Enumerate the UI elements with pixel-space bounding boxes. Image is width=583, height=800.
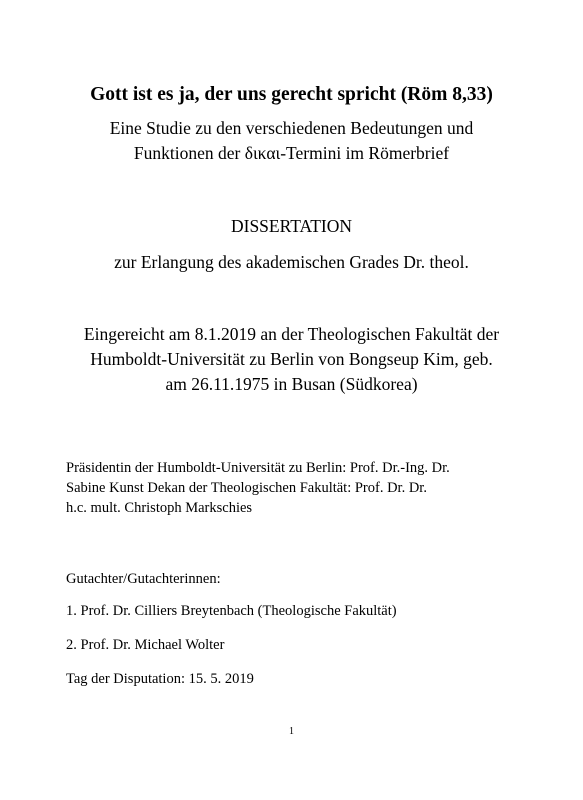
officials-line-3: h.c. mult. Christoph Markschies — [66, 500, 253, 516]
page-number: 1 — [289, 726, 294, 737]
degree-line: zur Erlangung des akademischen Grades Dr. theol. — [114, 252, 469, 272]
submission-statement — [0, 322, 583, 397]
officials-line-1: Präsidentin der Humboldt-Universität zu Berlin: Prof. Dr.-Ing. Dr. — [66, 460, 450, 476]
reviewer-first: 1. Prof. Dr. Cilliers Breytenbach (Theologische Fakultät) — [66, 603, 397, 619]
disputation-date: Tag der Disputation: 15. 5. 2019 — [66, 671, 254, 687]
subtitle-line-2: Funktionen der δικαι-Termini im Römerbrief — [133, 143, 450, 163]
document-subtitle — [0, 116, 583, 166]
officials-line-2: Sabine Kunst Dekan der Theologischen Fakultät: Prof. Dr. Dr. — [66, 480, 427, 496]
subtitle-line-1: Eine Studie zu den verschiedenen Bedeutungen und — [109, 118, 474, 138]
reviewer-second: 2. Prof. Dr. Michael Wolter — [66, 637, 225, 653]
dissertation-label: DISSERTATION — [230, 216, 353, 236]
reviewers-label: Gutachter/Gutachterinnen: — [66, 571, 221, 587]
document-title: Gott ist es ja, der uns gerecht spricht (Röm 8,33) — [90, 84, 493, 105]
submission-line-3: am 26.11.1975 in Busan (Südkorea) — [165, 374, 418, 394]
submission-line-1: Eingereicht am 8.1.2019 an der Theologischen Fakultät der — [83, 324, 500, 344]
submission-line-2: Humboldt-Universität zu Berlin von Bongseup Kim, geb. — [90, 349, 493, 369]
university-officials — [66, 458, 546, 518]
